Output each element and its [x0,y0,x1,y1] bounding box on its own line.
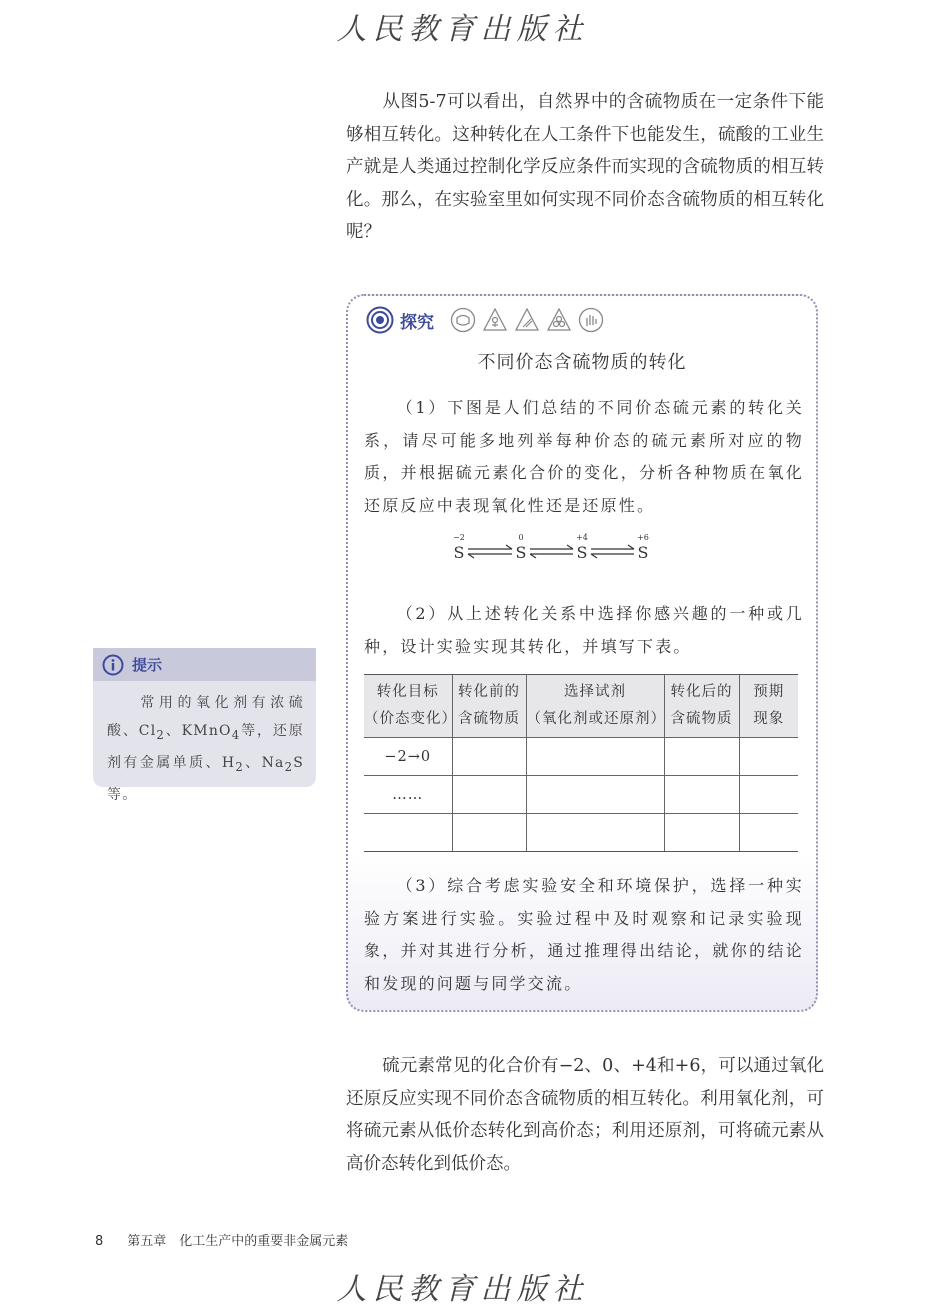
valence-label-1: −2 [453,533,465,542]
sulfur-symbol-2: S [515,543,527,562]
page-number: 8 [95,1234,104,1249]
competency-icons [450,307,604,333]
hint-header [93,648,316,681]
sulfur-symbol-1: S [453,543,465,562]
table-cell [664,814,739,852]
valence-label-4: +6 [637,533,649,542]
summary-paragraph [346,1050,824,1180]
double-arrow-2 [530,545,573,558]
triangle-molecule-icon [546,307,572,333]
header-before: 转化前的 含硫物质 [452,675,526,738]
intro-paragraph [346,86,824,249]
explore-title: 不同价态含硫物质的转化 [477,352,687,373]
experiment-table [364,674,798,852]
target-icon [366,306,394,334]
table-header-row [364,675,798,738]
table-cell [452,776,526,814]
summary-text: 硫元素常见的化合价有−2、0、+4和+6，可以通过氧化还原反应实现不同价态含硫物质的相互转化。利用氧化剂，可将硫元素从低价态转化到高价态；利用还原剂，可将硫元素从高价态转化到低价态。 [346,1056,824,1174]
step-1-text [364,392,804,522]
double-arrow-1 [468,545,512,558]
table-cell [452,738,526,776]
table-row [364,738,798,776]
table-cell: …… [364,776,452,814]
header-after: 转化后的 含硫物质 [664,675,739,738]
step-2-content: （2）从上述转化关系中选择你感兴趣的一种或几种，设计实验实现其转化，并填写下表。 [364,604,804,656]
sulfur-symbol-4: S [637,543,649,562]
table-cell [739,776,798,814]
triangle-figure-icon [482,307,508,333]
hint-text: 常用的氧化剂有浓硫酸、$Cl_2$、KMnO$_4$等，还原剂有金属单质、$H_2$、$Na_2S$等。 [107,695,305,803]
valence-label-2: 0 [518,533,524,542]
table-row [364,776,798,814]
step-3-content: （3）综合考虑实验安全和环境保护，选择一种实验方案进行实验。实验过程中及时观察和记录实验现象，并对其进行分析，通过推理得出结论，就你的结论和发现的问题与同学交流。 [364,876,804,993]
header-phenomenon: 预期 现象 [739,675,798,738]
header-target: 转化目标 （价态变化） [364,675,452,738]
table-cell [452,814,526,852]
table-row [364,814,798,852]
step-2-text [364,598,804,663]
hint-label: 提示 [132,656,163,674]
table-cell [739,814,798,852]
explore-box [346,294,818,1012]
hint-box [93,648,316,803]
sulfur-conversion-chain [452,532,662,568]
table-cell [739,738,798,776]
intro-text: 从图5-7可以看出，自然界中的含硫物质在一定条件下能够相互转化。这种转化在人工条件下也能发生，硫酸的工业生产就是人类通过控制化学反应条件而实现的含硫物质的相互转化。那么，在实验室里如何实现不同价态含硫物质的相互转化呢？ [346,92,824,242]
valence-label-3: +4 [576,533,588,542]
table-cell: −2→0 [364,738,452,776]
explore-header [366,304,604,336]
table-cell [664,776,739,814]
chapter-title: 第五章 化工生产中的重要非金属元素 [127,1234,349,1249]
explore-label: 探究 [400,312,434,333]
publisher-logo-top: 人民教育出版社 [336,12,589,47]
hand-icon [578,307,604,333]
table-cell [526,814,664,852]
table-cell [364,814,452,852]
flask-icon [450,307,476,333]
table-cell [526,738,664,776]
info-icon [102,654,124,676]
table-cell [526,776,664,814]
page-footer [95,1230,348,1249]
publisher-logo-bottom: 人民教育出版社 [336,1272,589,1307]
triangle-lab-icon [514,307,540,333]
table-cell [664,738,739,776]
sulfur-symbol-3: S [576,543,588,562]
step-3-text [364,870,804,1000]
step-1-content: （1）下图是人们总结的不同价态硫元素的转化关系，请尽可能多地列举每种价态的硫元素所对应的物质，并根据硫元素化合价的变化，分析各种物质在氧化还原反应中表现氧化性还是还原性。 [364,398,804,515]
double-arrow-3 [591,545,634,558]
header-reagent: 选择试剂 （氧化剂或还原剂） [526,675,664,738]
